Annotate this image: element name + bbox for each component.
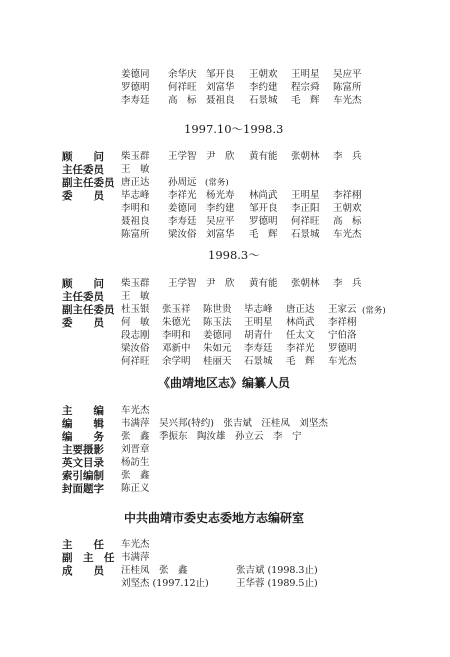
role-label: 委 员 xyxy=(62,190,104,202)
name-cell: 张玉祥 xyxy=(162,304,191,315)
name-cell: 李寿廷 xyxy=(244,343,273,354)
name-cell: 林尚武 xyxy=(249,190,278,201)
name-cell: 王家云 xyxy=(328,304,357,315)
name-cell: 姜德同 xyxy=(168,203,197,214)
name-cell: 余华庆 xyxy=(168,69,197,80)
role-label: 主 任 xyxy=(62,539,104,551)
role-value: 车光杰 xyxy=(121,405,150,416)
name-cell: 毛 辉 xyxy=(286,356,315,367)
name-cell: 陈世贵 xyxy=(203,304,232,315)
name-cell: 刘富华 xyxy=(206,82,235,93)
note-text: (常务) xyxy=(205,178,229,188)
name-cell: 李寿廷 xyxy=(121,95,150,106)
name-cell: 毕志峰 xyxy=(121,190,150,201)
role-value: 车光杰 xyxy=(121,539,150,550)
name-cell: 王明星 xyxy=(244,317,273,328)
role-label: 主任委员 xyxy=(62,164,104,176)
name-cell: 杨光寿 xyxy=(206,190,235,201)
name-cell: 杜玉银 xyxy=(121,304,150,315)
name-cell: 程宗舜 xyxy=(291,82,320,93)
name-cell: 石景城 xyxy=(249,95,278,106)
name-cell: 石景城 xyxy=(244,356,273,367)
role-label: 英文目录 xyxy=(62,457,104,469)
office-title: 中共曲靖市委史志委地方志编研室 xyxy=(124,511,305,525)
name-cell: 何 敏 xyxy=(121,317,150,328)
name-cell: 聂祖良 xyxy=(121,216,150,227)
role-label: 委 员 xyxy=(62,317,104,329)
name-cell: 陈富所 xyxy=(333,82,362,93)
name-cell: 毛 辉 xyxy=(249,229,278,240)
name-cell: 王明星 xyxy=(291,190,320,201)
name-cell: 罗德明 xyxy=(121,82,150,93)
name-cell: 车光杰 xyxy=(328,356,357,367)
name-cell: 段志刚 xyxy=(121,330,150,341)
name-cell: 石景城 xyxy=(291,229,320,240)
name-cell: 梁汝俗 xyxy=(121,343,150,354)
name-cell: 梁汝俗 xyxy=(168,229,197,240)
role-label: 顾 问 xyxy=(62,278,104,290)
name-cell: 孙周远 xyxy=(168,177,197,188)
name-cell: 朱德光 xyxy=(162,317,191,328)
member-entry: 王华蓉 (1989.5止) xyxy=(236,578,318,589)
name-cell: 陈富所 xyxy=(121,229,150,240)
name-cell: 王 敏 xyxy=(121,291,150,302)
role-label: 副主任委员 xyxy=(62,304,115,316)
name-cell: 毛 辉 xyxy=(291,95,320,106)
role-label: 主 编 xyxy=(62,405,104,417)
name-cell: 王朝欢 xyxy=(333,203,362,214)
name-cell: 陈玉法 xyxy=(203,317,232,328)
member-entry: 刘坚杰 (1997.12止) xyxy=(121,578,209,589)
name-cell: 高 标 xyxy=(333,216,362,227)
role-label: 索引编制 xyxy=(62,470,104,482)
name-cell: 李寿廷 xyxy=(168,216,197,227)
name-cell: 李祥光 xyxy=(286,343,315,354)
name-cell: 余学明 xyxy=(162,356,191,367)
name-cell: 柴玉群 xyxy=(121,278,150,289)
name-cell: 毕志峰 xyxy=(244,304,273,315)
name-cell: 高 标 xyxy=(168,95,197,106)
role-label: 编 辑 xyxy=(62,418,104,430)
name-cell: 吴应平 xyxy=(206,216,235,227)
name-cell: 李正阳 xyxy=(291,203,320,214)
name-cell: 黄有能 xyxy=(249,151,278,162)
name-cell: 何祥旺 xyxy=(291,216,320,227)
role-label: 主任委员 xyxy=(62,291,104,303)
name-cell: 李祥栩 xyxy=(333,190,362,201)
name-cell: 车光杰 xyxy=(333,229,362,240)
member-entry: 张吉斌 (1998.3止) xyxy=(236,565,318,576)
name-cell: 李约建 xyxy=(206,203,235,214)
name-cell: 何祥旺 xyxy=(168,82,197,93)
role-value: 韦满萍 xyxy=(121,552,150,563)
name-cell: 姜德同 xyxy=(121,69,150,80)
name-cell: 李祥光 xyxy=(168,190,197,201)
name-cell: 车光杰 xyxy=(333,95,362,106)
name-cell: 宁伯洛 xyxy=(328,330,357,341)
role-label: 封面题字 xyxy=(62,483,104,495)
name-cell: 李 兵 xyxy=(333,151,362,162)
name-cell: 姜德同 xyxy=(203,330,232,341)
role-value: 陈正义 xyxy=(121,483,150,494)
name-cell: 林尚武 xyxy=(286,317,315,328)
name-cell: 吴应平 xyxy=(333,69,362,80)
name-cell: 王 敏 xyxy=(121,164,150,175)
role-value: 张 鑫 季振东 陶汝雄 孙立云 李 宁 xyxy=(121,431,302,442)
name-cell: 王明星 xyxy=(291,69,320,80)
name-cell: 张朝林 xyxy=(291,151,320,162)
name-cell: 李约建 xyxy=(249,82,278,93)
role-value: 张 鑫 xyxy=(121,470,150,481)
name-cell: 柴玉群 xyxy=(121,151,150,162)
name-cell: 胡青什 xyxy=(244,330,273,341)
name-cell: 李明和 xyxy=(162,330,191,341)
role-label: 成 员 xyxy=(62,565,104,577)
period-heading: 1997.10～1998.3 xyxy=(184,122,284,136)
name-cell: 桂丽天 xyxy=(203,356,232,367)
role-label: 编 务 xyxy=(62,431,104,443)
name-cell: 尹 欣 xyxy=(206,278,235,289)
name-cell: 李明和 xyxy=(121,203,150,214)
name-cell: 王学智 xyxy=(168,151,197,162)
name-cell: 朱如元 xyxy=(203,343,232,354)
role-label: 顾 问 xyxy=(62,151,104,163)
name-cell: 何祥旺 xyxy=(121,356,150,367)
role-label: 副 主 任 xyxy=(62,552,115,564)
name-cell: 张朝林 xyxy=(291,278,320,289)
name-cell: 李 兵 xyxy=(333,278,362,289)
name-cell: 李祥栩 xyxy=(328,317,357,328)
name-cell: 邹开良 xyxy=(206,69,235,80)
name-cell: 罗德明 xyxy=(328,343,357,354)
name-cell: 任太文 xyxy=(286,330,315,341)
role-label: 主要摄影 xyxy=(62,444,104,456)
note-text: (常务) xyxy=(362,306,386,316)
member-entry: 汪桂凤 张 鑫 xyxy=(121,565,188,576)
role-value: 刘晋章 xyxy=(121,444,150,455)
name-cell: 唐正达 xyxy=(121,177,150,188)
role-value: 杨訪生 xyxy=(121,457,150,468)
role-value: 韦满萍 吴兴邦(特约) 张吉斌 汪桂凤 刘坚杰 xyxy=(121,418,328,429)
name-cell: 罗德明 xyxy=(249,216,278,227)
name-cell: 王朝欢 xyxy=(249,69,278,80)
name-cell: 黄有能 xyxy=(249,278,278,289)
name-cell: 邓新中 xyxy=(162,343,191,354)
role-label: 副主任委员 xyxy=(62,177,115,189)
name-cell: 聂祖良 xyxy=(206,95,235,106)
editors-title: 《曲靖地区志》编纂人员 xyxy=(158,376,291,390)
name-cell: 邹开良 xyxy=(249,203,278,214)
period-heading: 1998.3～ xyxy=(208,248,260,262)
name-cell: 唐正达 xyxy=(286,304,315,315)
name-cell: 尹 欣 xyxy=(206,151,235,162)
name-cell: 刘富华 xyxy=(206,229,235,240)
name-cell: 王学智 xyxy=(168,278,197,289)
